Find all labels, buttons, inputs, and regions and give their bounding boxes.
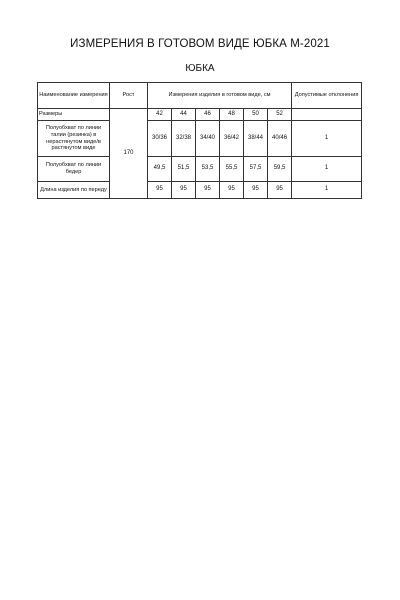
table-header-row [38, 83, 362, 109]
measurement-value-cell: 51,5 [172, 157, 196, 182]
header-tolerance-cell: Допустимые отклонения [292, 83, 362, 109]
measurement-value-cell: 38/44 [244, 121, 268, 157]
measurement-value-cell: 49,5 [148, 157, 172, 182]
header-measure-cell: Измерения изделия в готовом виде, см [148, 83, 292, 109]
measurement-value-cell: 30/36 [148, 121, 172, 157]
measurement-value-cell: 53,5 [196, 157, 220, 182]
header-name-cell: Наименование измерения [38, 83, 110, 109]
header-height-cell: Рост [110, 83, 148, 109]
measurement-value-cell: 32/38 [172, 121, 196, 157]
document-title: ИЗМЕРЕНИЯ В ГОТОВОМ ВИДЕ ЮБКА М-2021 [70, 38, 330, 50]
measurement-value-cell: 95 [172, 182, 196, 199]
sizes-label-cell: Размеры [38, 109, 110, 121]
tolerance-cell: 1 [292, 182, 362, 199]
tolerance-cell: 1 [292, 157, 362, 182]
table-row [38, 157, 362, 182]
measurement-name-cell: Полуобхват по линии бедер [38, 157, 110, 182]
measurement-value-cell: 59,5 [268, 157, 292, 182]
measurement-value-cell: 95 [220, 182, 244, 199]
measurement-value-cell: 57,5 [244, 157, 268, 182]
sizes-tolerance-empty-cell [292, 109, 362, 121]
tolerance-cell: 1 [292, 121, 362, 157]
measurement-value-cell: 34/40 [196, 121, 220, 157]
size-cell: 46 [196, 109, 220, 121]
measurement-name-cell: Длина изделия по переду [38, 182, 110, 199]
measurements-table [37, 82, 362, 199]
measurement-name-cell: Полуобхват по линии талии (резинка) в нерастянутом виде/в растянутом виде [38, 121, 110, 157]
measurement-value-cell: 95 [244, 182, 268, 199]
table-row [38, 182, 362, 199]
size-cell: 50 [244, 109, 268, 121]
measurement-value-cell: 40/46 [268, 121, 292, 157]
measurement-value-cell: 36/42 [220, 121, 244, 157]
measurement-value-cell: 95 [148, 182, 172, 199]
size-cell: 48 [220, 109, 244, 121]
measurement-value-cell: 55,5 [220, 157, 244, 182]
size-cell: 44 [172, 109, 196, 121]
size-cell: 42 [148, 109, 172, 121]
table-row [38, 121, 362, 157]
table-row-sizes [38, 109, 362, 121]
measurement-value-cell: 95 [268, 182, 292, 199]
measurement-value-cell: 95 [196, 182, 220, 199]
size-cell: 52 [268, 109, 292, 121]
document-subtitle: ЮБКА [185, 63, 215, 74]
height-value-cell: 170 [110, 109, 148, 199]
